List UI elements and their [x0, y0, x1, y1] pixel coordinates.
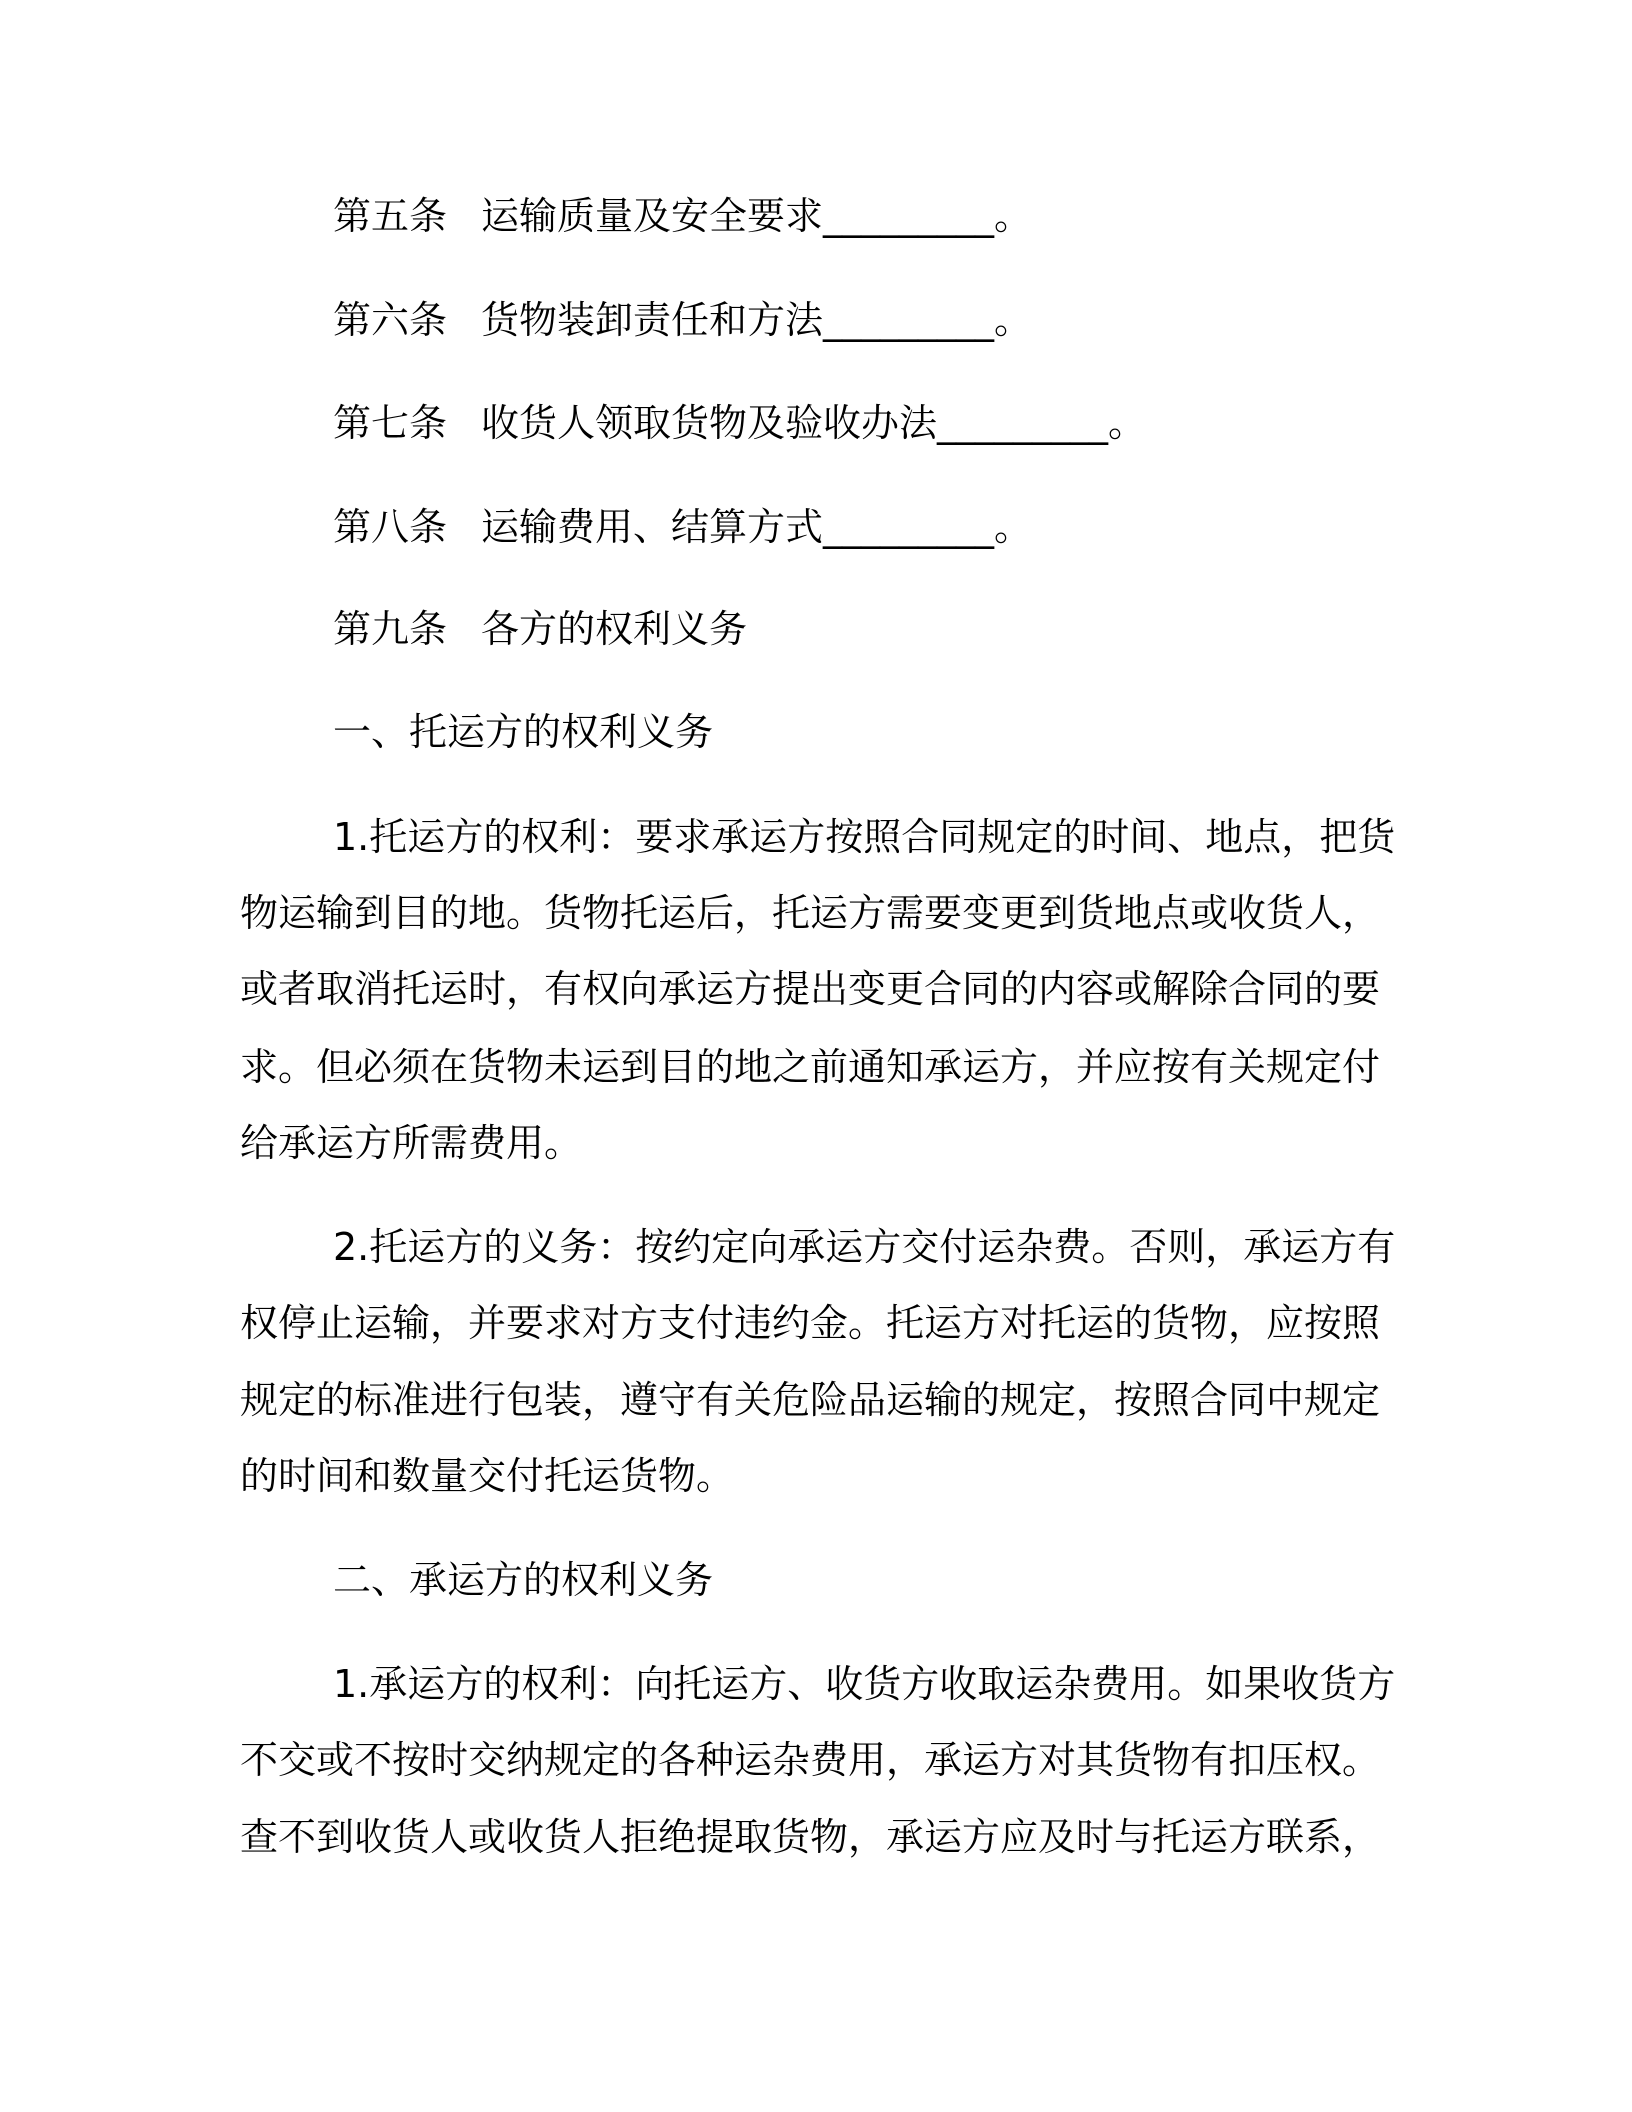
- paragraph-line: 1.托运方的权利：要求承运方按照合同规定的时间、地点，把货: [333, 815, 1396, 859]
- article-number: 第七条: [333, 401, 448, 445]
- article-text: 运输费用、结算方式_________。: [481, 505, 1033, 549]
- paragraph-line: 规定的标准进行包装，遵守有关危险品运输的规定，按照合同中规定: [240, 1378, 1381, 1422]
- article-text: 各方的权利义务: [481, 607, 748, 651]
- paragraph-line: 权停止运输，并要求对方支付违约金。托运方对托运的货物，应按照: [240, 1301, 1381, 1345]
- paragraph-line: 物运输到目的地。货物托运后，托运方需要变更到货地点或收货人，: [240, 891, 1381, 935]
- paragraph-line: 的时间和数量交付托运货物。: [240, 1454, 735, 1498]
- article-7: [333, 398, 1146, 448]
- article-9: [333, 604, 747, 654]
- article-number: 第九条: [333, 607, 448, 651]
- paragraph-line: 1.承运方的权利：向托运方、收货方收取运杂费用。如果收货方: [333, 1662, 1396, 1706]
- article-5: [333, 191, 1032, 241]
- article-6: [333, 295, 1032, 345]
- paragraph-line: 2.托运方的义务：按约定向承运方交付运杂费。否则，承运方有: [333, 1225, 1396, 1269]
- article-number: 第五条: [333, 194, 448, 238]
- section-heading: 二、承运方的权利义务: [333, 1558, 714, 1602]
- article-8: [333, 502, 1032, 552]
- paragraph-line: 给承运方所需费用。: [240, 1121, 583, 1165]
- section-heading: 一、托运方的权利义务: [333, 710, 714, 754]
- article-text: 运输质量及安全要求_________。: [481, 194, 1033, 238]
- article-text: 收货人领取货物及验收办法_________。: [481, 401, 1147, 445]
- paragraph-line: 求。但必须在货物未运到目的地之前通知承运方，并应按有关规定付: [240, 1045, 1381, 1089]
- paragraph-line: 或者取消托运时，有权向承运方提出变更合同的内容或解除合同的要: [240, 967, 1381, 1011]
- paragraph-line: 不交或不按时交纳规定的各种运杂费用，承运方对其货物有扣压权。: [240, 1738, 1381, 1782]
- paragraph-line: 查不到收货人或收货人拒绝提取货物，承运方应及时与托运方联系，: [240, 1815, 1381, 1859]
- article-number: 第六条: [333, 298, 448, 342]
- article-text: 货物装卸责任和方法_________。: [481, 298, 1033, 342]
- article-number: 第八条: [333, 505, 448, 549]
